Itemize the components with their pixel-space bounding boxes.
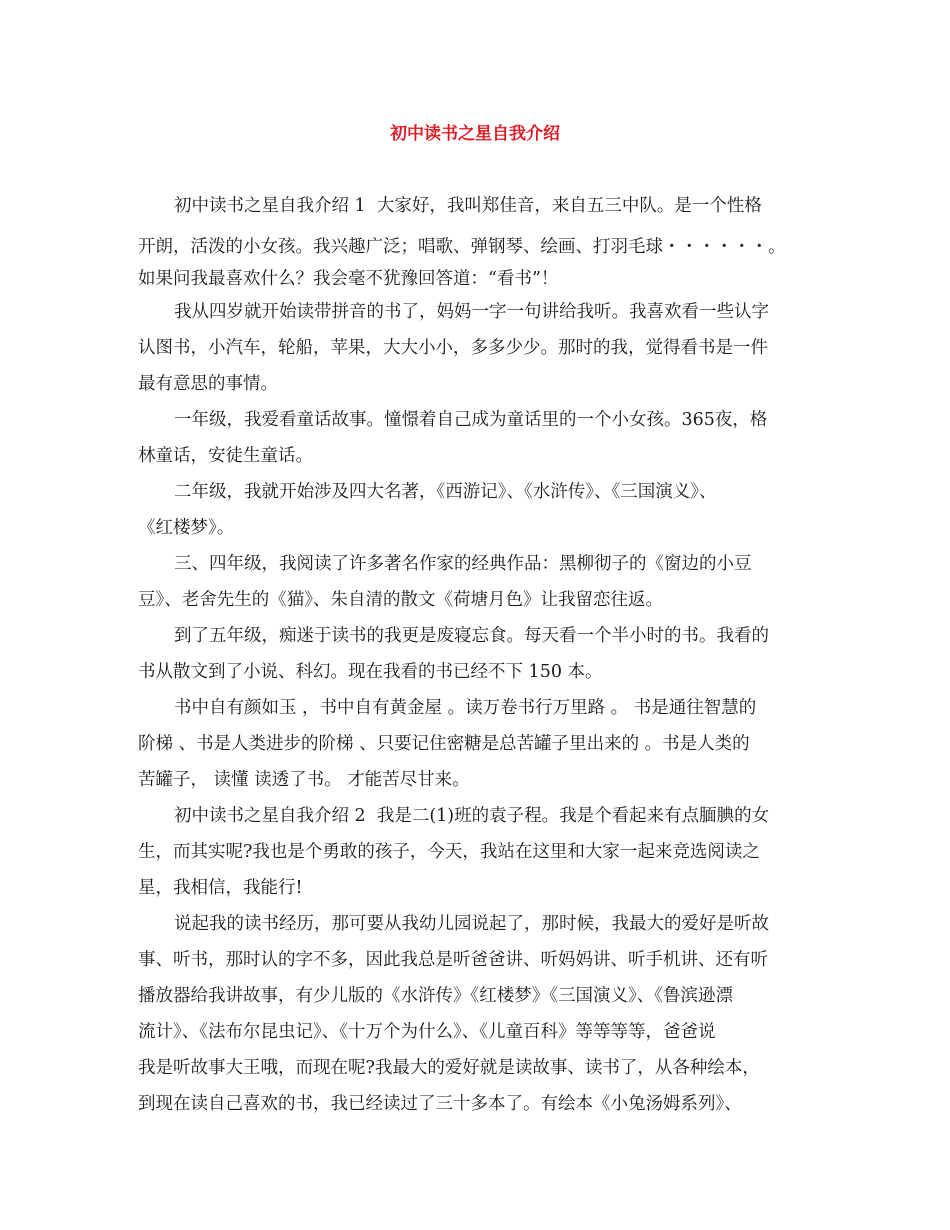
text-line-21: 说起我的读书经历，那可要从我幼儿园说起了，那时候，我最大的爱好是听故 <box>174 914 769 934</box>
text-line-7: 一年级，我爱看童话故事。憧憬着自己成为童话里的一个小女孩。365夜，格 <box>174 410 768 430</box>
text-line-8: 林童话，安徒生童话。 <box>138 446 313 466</box>
text-line-4: 我从四岁就开始读带拼音的书了，妈妈一字一句讲给我听。我喜欢看一些认字 <box>174 302 769 322</box>
text-line-20: 星，我相信，我能行! <box>138 878 303 898</box>
text-line-9: 二年级，我就开始涉及四大名著，《西游记》、《水浒传》、《三国演义》、 <box>174 482 717 502</box>
document-title: 初中读书之星自我介绍 <box>390 124 560 144</box>
text-line-2: 开朗，活泼的小女孩。我兴趣广泛；唱歌、弹钢琴、绘画、打羽毛球・・・・・・。 <box>138 237 786 257</box>
text-line-10: 《红楼梦》。 <box>138 518 235 538</box>
text-line-25: 我是听故事大王哦，而现在呢?我最大的爱好就是读故事、读书了，从各种绘本， <box>138 1058 760 1078</box>
text-line-22: 事、听书，那时认的字不多，因此我总是听爸爸讲、听妈妈讲、听手机讲、还有听 <box>138 950 768 970</box>
text-line-12: 豆》、老舍先生的《猫》、朱自清的散文《荷塘月色》让我留恋往返。 <box>138 590 663 610</box>
text-line-1: 初中读书之星自我介绍 1 大家好，我叫郑佳音，来自五三中队。是一个性格 <box>174 196 762 216</box>
text-line-16: 阶梯 、书是人类进步的阶梯 、只要记住密糖是总苦罐子里出来的 。书是人类的 <box>138 734 750 754</box>
text-line-18: 初中读书之星自我介绍 2 我是二(1)班的袁子程。我是个看起来有点腼腆的女 <box>174 806 770 826</box>
text-line-14: 书从散文到了小说、科幻。现在我看的书已经不下 150 本。 <box>138 662 603 682</box>
text-line-11: 三、四年级，我阅读了许多著名作家的经典作品：黑柳彻子的《窗边的小豆 <box>174 554 752 574</box>
text-line-5: 认图书，小汽车，轮船，苹果，大大小小，多多少少。那时的我，觉得看书是一件 <box>138 338 768 358</box>
text-line-26: 到现在读自己喜欢的书，我已经读过了三十多本了。有绘本《小兔汤姆系列》、 <box>138 1094 742 1114</box>
text-line-6: 最有意思的事情。 <box>138 374 278 394</box>
text-line-23: 播放器给我讲故事，有少儿版的《水浒传》《红楼梦》《三国演义》、《鲁滨逊漂 <box>138 986 733 1006</box>
text-line-19: 生，而其实呢?我也是个勇敢的孩子，今天，我站在这里和大家一起来竞选阅读之 <box>138 842 760 862</box>
text-line-17: 苦罐子， 读懂 读透了书。 才能苦尽甘来。 <box>138 770 470 790</box>
text-line-13: 到了五年级，痴迷于读书的我更是废寝忘食。每天看一个半小时的书。我看的 <box>174 626 769 646</box>
text-line-3: 如果问我最喜欢什么？我会毫不犹豫回答道：“看书”！ <box>138 269 559 289</box>
text-line-24: 流计》、《法布尔昆虫记》、《十万个为什么》、《儿童百科》等等等等，爸爸说 <box>138 1022 716 1042</box>
text-line-15: 书中自有颜如玉 ，书中自有黄金屋 。读万卷书行万里路 。 书是通往智慧的 <box>174 698 757 718</box>
